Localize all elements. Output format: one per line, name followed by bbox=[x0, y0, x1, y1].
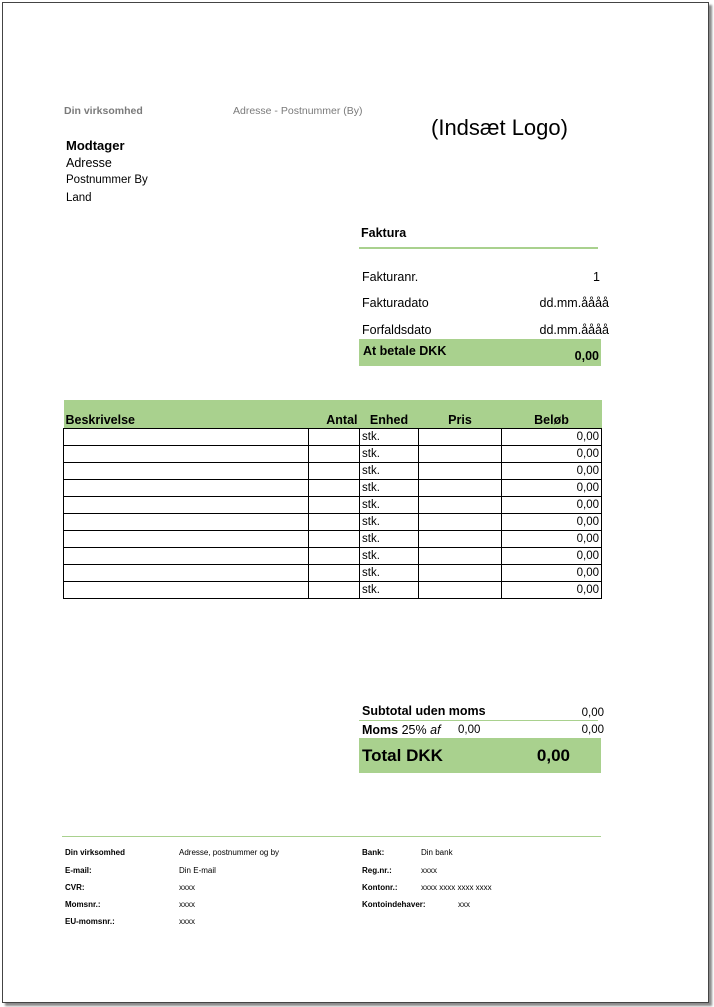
footer-divider bbox=[62, 836, 601, 837]
unit-cell[interactable]: stk. bbox=[360, 446, 419, 463]
amount-cell: 0,00 bbox=[502, 497, 602, 514]
table-row bbox=[64, 531, 602, 548]
recipient-country: Land bbox=[66, 192, 92, 204]
subtotal-value: 0,00 bbox=[581, 707, 604, 719]
footer-cvr-value: xxxx bbox=[179, 883, 195, 892]
footer-cvr-label: CVR: bbox=[65, 883, 85, 892]
amount-cell: 0,00 bbox=[502, 548, 602, 565]
amount-cell: 0,00 bbox=[502, 429, 602, 446]
total-value: 0,00 bbox=[536, 746, 570, 765]
price-cell[interactable] bbox=[419, 429, 502, 446]
quantity-cell[interactable] bbox=[309, 548, 360, 565]
footer-email-label: E-mail: bbox=[65, 866, 92, 875]
description-cell[interactable] bbox=[64, 429, 309, 446]
table-row bbox=[64, 480, 602, 497]
amount-cell: 0,00 bbox=[502, 480, 602, 497]
invoice-date-value: dd.mm.åååå bbox=[539, 296, 609, 310]
description-cell[interactable] bbox=[64, 480, 309, 497]
unit-cell[interactable]: stk. bbox=[360, 531, 419, 548]
amount-cell: 0,00 bbox=[502, 582, 602, 599]
table-row bbox=[64, 582, 602, 599]
footer-company-address: Adresse, postnummer og by bbox=[179, 848, 280, 857]
col-price-header: Pris bbox=[419, 400, 502, 429]
description-cell[interactable] bbox=[64, 531, 309, 548]
description-cell[interactable] bbox=[64, 548, 309, 565]
quantity-cell[interactable] bbox=[309, 429, 360, 446]
invoice-title-underline bbox=[359, 247, 598, 249]
invoice-number-label: Fakturanr. bbox=[362, 270, 419, 284]
price-cell[interactable] bbox=[419, 548, 502, 565]
vat-label bbox=[362, 723, 441, 737]
footer-holder-label: Kontoindehaver: bbox=[362, 900, 426, 909]
invoice-date-label: Fakturadato bbox=[362, 296, 429, 310]
price-cell[interactable] bbox=[419, 565, 502, 582]
unit-cell[interactable]: stk. bbox=[360, 514, 419, 531]
table-row bbox=[64, 514, 602, 531]
recipient-postal-city: Postnummer By bbox=[66, 174, 148, 186]
price-cell[interactable] bbox=[419, 463, 502, 480]
amount-cell: 0,00 bbox=[502, 531, 602, 548]
price-cell[interactable] bbox=[419, 582, 502, 599]
subtotal-label: Subtotal uden moms bbox=[362, 704, 486, 718]
recipient-address: Adresse bbox=[66, 156, 112, 170]
invoice-number-value: 1 bbox=[593, 270, 600, 284]
table-row bbox=[64, 565, 602, 582]
amount-due-label: At betale DKK bbox=[363, 344, 447, 358]
amount-cell: 0,00 bbox=[502, 514, 602, 531]
footer-account-value: xxxx xxxx xxxx xxxx bbox=[421, 883, 492, 892]
footer-account-label: Kontonr.: bbox=[362, 883, 398, 892]
quantity-cell[interactable] bbox=[309, 497, 360, 514]
unit-cell[interactable]: stk. bbox=[360, 497, 419, 514]
description-cell[interactable] bbox=[64, 497, 309, 514]
quantity-cell[interactable] bbox=[309, 446, 360, 463]
description-cell[interactable] bbox=[64, 514, 309, 531]
amount-cell: 0,00 bbox=[502, 446, 602, 463]
amount-cell: 0,00 bbox=[502, 565, 602, 582]
footer-eu-vatnr-label: EU-momsnr.: bbox=[65, 917, 115, 926]
quantity-cell[interactable] bbox=[309, 480, 360, 497]
description-cell[interactable] bbox=[64, 446, 309, 463]
subtotal-divider bbox=[359, 720, 598, 721]
unit-cell[interactable]: stk. bbox=[360, 548, 419, 565]
price-cell[interactable] bbox=[419, 446, 502, 463]
footer-vatnr-label: Momsnr.: bbox=[65, 900, 101, 909]
table-row bbox=[64, 446, 602, 463]
vat-of: af bbox=[430, 723, 441, 737]
recipient-title: Modtager bbox=[66, 138, 125, 153]
due-date-value: dd.mm.åååå bbox=[539, 323, 609, 337]
footer-email-value: Din E-mail bbox=[179, 866, 216, 875]
amount-cell: 0,00 bbox=[502, 463, 602, 480]
unit-cell[interactable]: stk. bbox=[360, 429, 419, 446]
table-row bbox=[64, 463, 602, 480]
description-cell[interactable] bbox=[64, 582, 309, 599]
unit-cell[interactable]: stk. bbox=[360, 582, 419, 599]
amount-due-value: 0,00 bbox=[574, 349, 599, 363]
sender-address: Adresse - Postnummer (By) bbox=[233, 105, 363, 117]
unit-cell[interactable]: stk. bbox=[360, 565, 419, 582]
table-row bbox=[64, 429, 602, 446]
quantity-cell[interactable] bbox=[309, 463, 360, 480]
price-cell[interactable] bbox=[419, 480, 502, 497]
footer-bank-value: Din bank bbox=[421, 848, 453, 857]
col-description-header: Beskrivelse bbox=[64, 400, 309, 429]
table-row bbox=[64, 548, 602, 565]
footer-regnr-label: Reg.nr.: bbox=[362, 866, 392, 875]
price-cell[interactable] bbox=[419, 514, 502, 531]
quantity-cell[interactable] bbox=[309, 582, 360, 599]
description-cell[interactable] bbox=[64, 565, 309, 582]
due-date-label: Forfaldsdato bbox=[362, 323, 432, 337]
quantity-cell[interactable] bbox=[309, 514, 360, 531]
total-label: Total DKK bbox=[362, 746, 443, 765]
footer-company-label: Din virksomhed bbox=[65, 848, 126, 857]
quantity-cell[interactable] bbox=[309, 565, 360, 582]
price-cell[interactable] bbox=[419, 531, 502, 548]
vat-base-value: 0,00 bbox=[458, 724, 481, 736]
col-amount-header: Beløb bbox=[502, 400, 602, 429]
footer-bank-label: Bank: bbox=[362, 848, 385, 857]
sender-company-name: Din virksomhed bbox=[64, 105, 143, 117]
table-row bbox=[64, 497, 602, 514]
line-items-header bbox=[64, 400, 602, 429]
vat-rate: 25% bbox=[401, 723, 427, 737]
footer-eu-vatnr-value: xxxx bbox=[179, 917, 195, 926]
footer-vatnr-value: xxxx bbox=[179, 900, 195, 909]
vat-value: 0,00 bbox=[581, 724, 604, 736]
footer-regnr-value: xxxx bbox=[421, 866, 437, 875]
col-unit-header: Enhed bbox=[360, 400, 419, 429]
unit-cell[interactable]: stk. bbox=[360, 480, 419, 497]
description-cell[interactable] bbox=[64, 463, 309, 480]
vat-title: Moms bbox=[362, 723, 399, 737]
line-items-table bbox=[63, 400, 602, 599]
footer-holder-value: xxx bbox=[458, 900, 470, 909]
invoice-title: Faktura bbox=[361, 226, 407, 240]
unit-cell[interactable]: stk. bbox=[360, 463, 419, 480]
col-quantity-header: Antal bbox=[309, 400, 360, 429]
logo-placeholder: (Indsæt Logo) bbox=[431, 115, 568, 140]
price-cell[interactable] bbox=[419, 497, 502, 514]
quantity-cell[interactable] bbox=[309, 531, 360, 548]
